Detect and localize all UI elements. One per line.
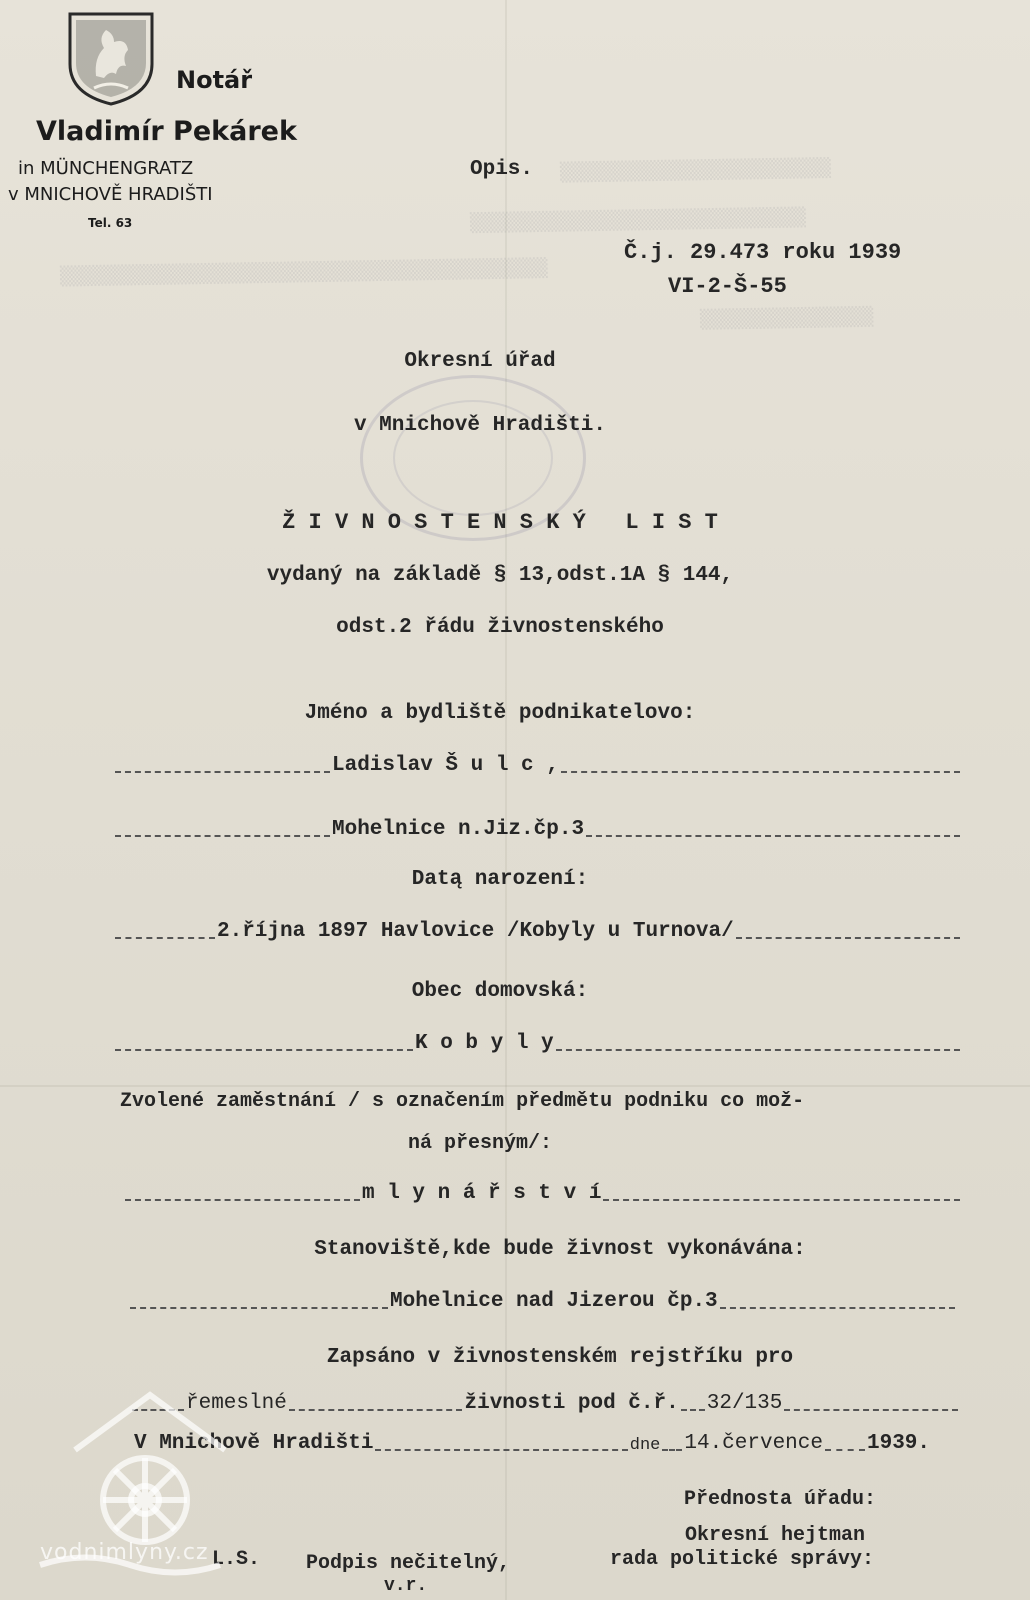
address-line bbox=[115, 818, 960, 841]
home-municipality-value: K o b y l y bbox=[415, 1032, 554, 1055]
location-label: Stanoviště,kde bude živnost vykonávána: bbox=[314, 1238, 806, 1261]
trade-text: živnosti pod č.ř. bbox=[464, 1392, 679, 1415]
office-name: Okresní úřad bbox=[404, 350, 556, 373]
office-location: v Mnichově Hradišti. bbox=[353, 414, 607, 437]
political-council-title: rada politické správy: bbox=[610, 1548, 875, 1571]
occupation-label-cont: ná přesným/: bbox=[408, 1132, 553, 1155]
reference-code: VI-2-Š-55 bbox=[668, 274, 787, 299]
coat-of-arms-icon bbox=[64, 8, 158, 106]
date-value: 14.července bbox=[684, 1432, 823, 1455]
notary-telephone: Tel. 63 bbox=[88, 216, 133, 230]
home-municipality-line bbox=[115, 1032, 960, 1055]
home-municipality-label: Obec domovská: bbox=[411, 980, 589, 1003]
occupation-label: Zvolené zaměstnání / s označením předmětu podniku co mož- bbox=[120, 1090, 805, 1113]
seal-mark: L.S. bbox=[212, 1548, 261, 1571]
bleed-through-text: ▒▒▒▒▒▒▒▒▒▒▒▒▒▒▒▒▒▒▒▒▒▒▒▒▒▒▒▒▒▒▒ bbox=[469, 207, 807, 234]
notary-name: Vladimír Pekárek bbox=[36, 116, 297, 147]
trade-type-value: řemeslné bbox=[186, 1392, 287, 1415]
document-subtitle-2: odst.2 řádu živnostenského bbox=[336, 616, 664, 639]
occupation-value: m l y n á ř s t v í bbox=[362, 1182, 602, 1205]
bleed-through-text: ▒▒▒▒▒▒▒▒▒▒▒▒▒▒▒▒▒▒▒▒▒▒▒▒▒▒▒▒▒▒▒▒▒▒▒▒▒▒▒▒▒▒▒▒▒ bbox=[59, 257, 548, 288]
letterhead-title: Notář bbox=[176, 66, 253, 94]
name-label: Jméno a bydliště podnikatelovo: bbox=[304, 702, 696, 725]
birth-line bbox=[115, 920, 960, 943]
copy-mark: Opis. bbox=[470, 158, 534, 181]
office-head-label: Přednosta úřadu: bbox=[684, 1488, 877, 1511]
address-value: Mohelnice n.Jiz.čp.3 bbox=[332, 818, 585, 841]
register-number-value: 32/135 bbox=[706, 1392, 783, 1415]
name-value: Ladislav Š u l c , bbox=[332, 754, 559, 777]
signature-vr: v.r. bbox=[384, 1576, 428, 1596]
location-line bbox=[130, 1290, 955, 1313]
location-value: Mohelnice nad Jizerou čp.3 bbox=[390, 1290, 718, 1313]
date-prefix: dne bbox=[629, 1436, 661, 1455]
signature-note: Podpis nečitelný, bbox=[306, 1552, 511, 1575]
notary-city-german: in MÜNCHENGRATZ bbox=[18, 158, 194, 179]
reference-number: Č.j. 29.473 roku 1939 bbox=[624, 240, 902, 265]
place-value: V Mnichově Hradišti bbox=[134, 1432, 374, 1455]
birth-label: Datą narození: bbox=[411, 868, 589, 891]
birth-value: 2.října 1897 Havlovice /Kobyly u Turnova/ bbox=[217, 920, 734, 943]
district-governor-title: Okresní hejtman bbox=[685, 1524, 866, 1547]
notary-city-czech: v MNICHOVĚ HRADIŠTI bbox=[8, 184, 213, 205]
registration-label: Zapsáno v živnostenském rejstříku pro bbox=[326, 1346, 794, 1369]
year-value: 1939. bbox=[866, 1432, 930, 1455]
paper-fold-horizontal bbox=[0, 1085, 1030, 1087]
watermark-text: vodnimlyny.cz bbox=[40, 1540, 209, 1565]
document-title: Ž I V N O S T E N S K Ý L I S T bbox=[282, 510, 718, 535]
document-subtitle-1: vydaný na základě § 13,odst.1A § 144, bbox=[266, 564, 734, 587]
bleed-through-text: ▒▒▒▒▒▒▒▒▒▒▒▒▒▒▒▒ bbox=[699, 306, 874, 331]
bleed-through-text: ▒▒▒▒▒▒▒▒▒▒▒▒▒▒▒▒▒▒▒▒▒▒▒▒▒ bbox=[559, 157, 832, 184]
name-line bbox=[115, 754, 960, 777]
occupation-line bbox=[125, 1182, 960, 1205]
